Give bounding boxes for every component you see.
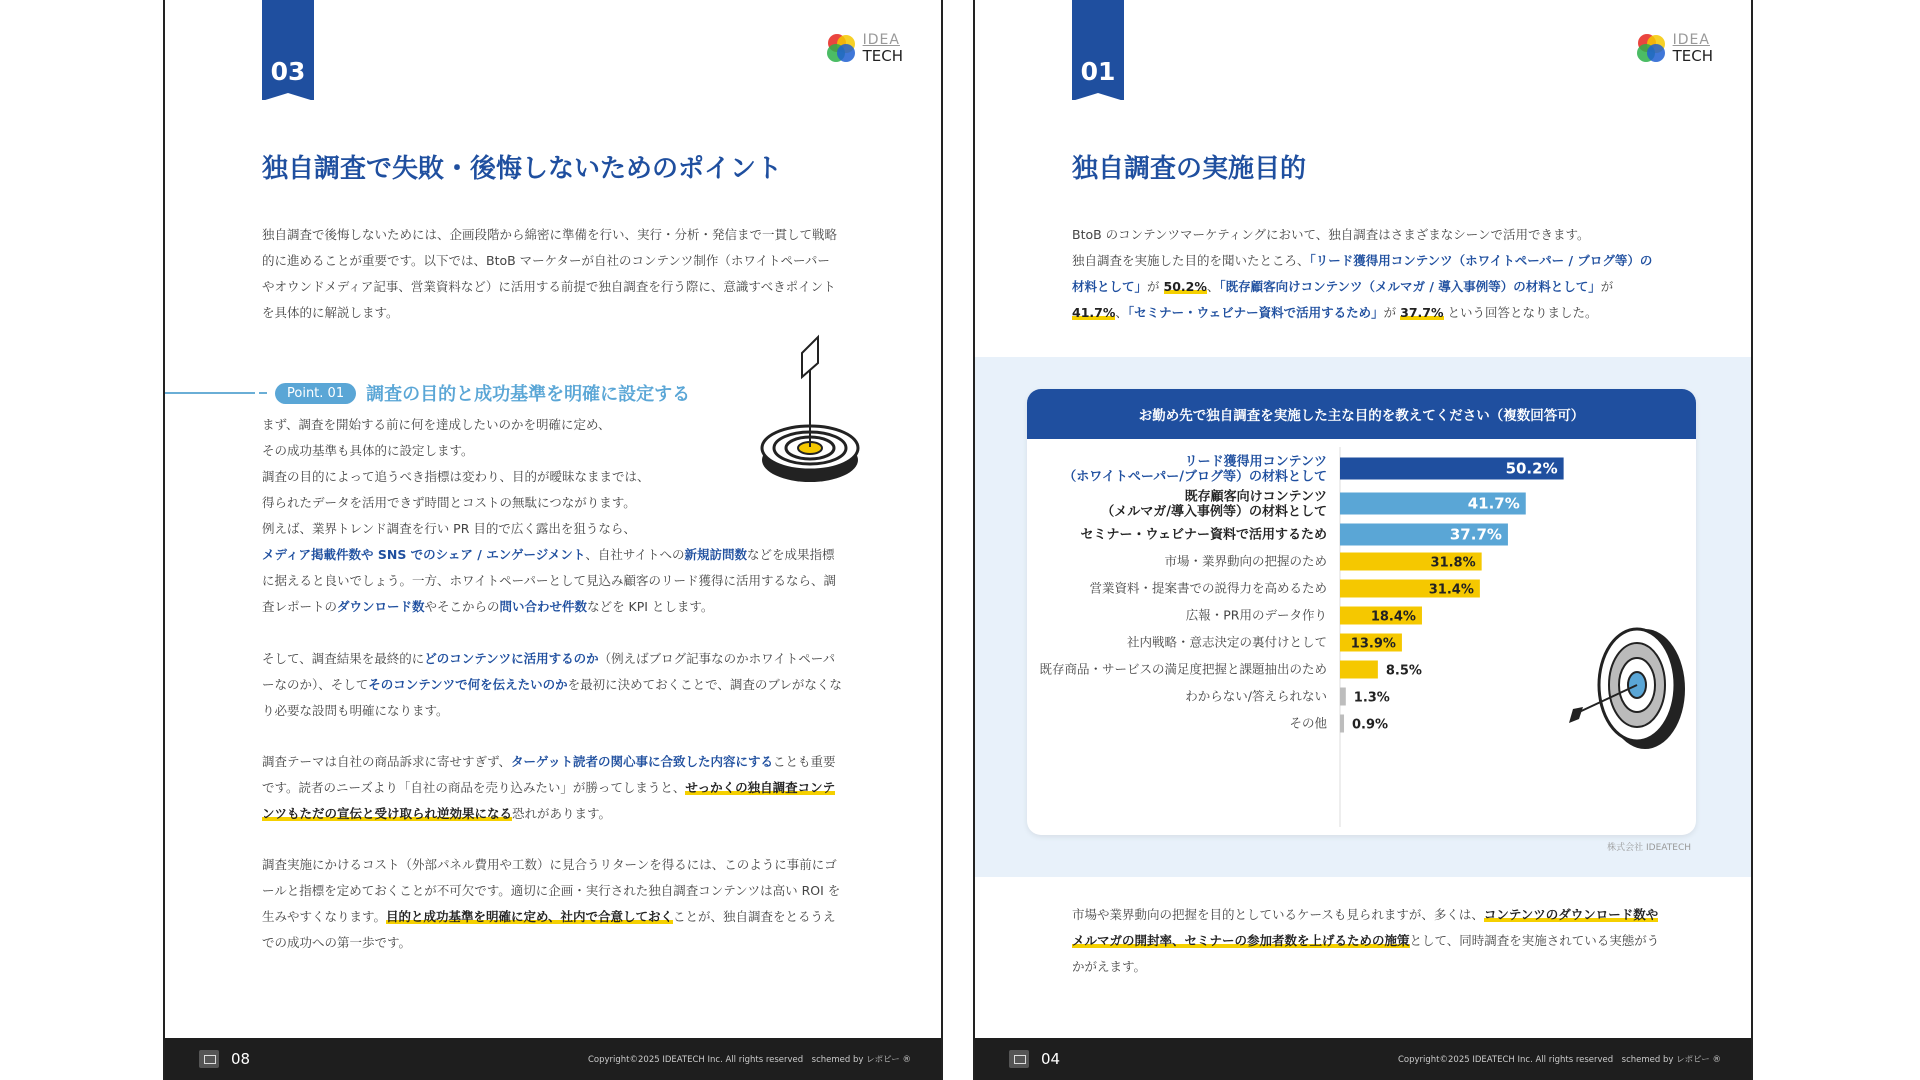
point-body: まず、調査を開始する前に何を達成したいのかを明確に定め、 その成功基準も具体的に設定します。 調査の目的によって追うべき指標は変わり、目的が曖昧なままでは、 得られたデータを活用できず時間とコストの無駄につながります。 例えば、業界トレンド調査を行い PR 目的で広く露出を狙うなら、 メディア掲載件数や SNS でのシェア / エンゲージメント、自社サイトへの新規訪問数などを成果指標に据えると良いでしょう。一方、ホワイトペーパーとして見込み顧客のリード獲得に活用するなら、調査レポートのダウンロード数やそこからの問い合わせ件数などを KPI とします。 <box>262 417 837 614</box>
logo-line1: IDEA <box>1672 32 1710 48</box>
target-arrow-icon <box>1569 629 1685 749</box>
bar-chart <box>1027 439 1696 835</box>
page-title: 独自調査で失敗・後悔しないためのポイント <box>262 154 783 184</box>
category-label: 社内戦略・意志決定の裏付けとして <box>1126 634 1327 650</box>
value-label: 18.4% <box>1370 609 1416 625</box>
copyright: Copyright©2025 IDEATECH Inc. All rights reserved schemed by レポピー ® <box>1397 1055 1721 1065</box>
intro-paragraph: BtoB のコンテンツマーケティングにおいて、独自調査はさまざまなシーンで活用できます。 独自調査を実施した目的を聞いたところ、「リード獲得用コンテンツ（ホワイトペーパー / ブログ等）の材料として」が 50.2%、「既存顧客向けコンテンツ（メルマガ / 導入事例等）の材料として」が 41.7%、「セミナー・ウェビナー資料で活用するため」が 37.7% という回答となりました。 <box>1072 227 1653 320</box>
category-label: わからない/答えられない <box>1185 688 1327 704</box>
chart-title: お勤め先で独自調査を実施した主な目的を教えてください（複数回答可） <box>1027 389 1696 439</box>
value-label: 1.3% <box>1353 690 1390 706</box>
page-title: 独自調査の実施目的 <box>1072 154 1307 184</box>
category-label: 営業資料・提案書での説得力を高めるため <box>1089 580 1327 596</box>
chart-source: 株式会社 IDEATECH <box>1607 843 1691 853</box>
point-title: 調査の目的と成功基準を明確に設定する <box>366 384 691 405</box>
paragraph-3: 調査テーマは自社の商品訴求に寄せすぎず、ターゲット読者の関心事に合致した内容にすることも重要です。読者のニーズより「自社の商品を売り込みたい」が勝ってしまうと、せっかくの独自調査コンテンツもただの宣伝と受け取られ逆効果になる恐れがあります。 <box>262 754 836 821</box>
point-badge: Point. 01 <box>275 383 356 404</box>
category-label: 広報・PR用のデータ作り <box>1185 607 1327 623</box>
section-number-tab: 01 <box>1072 0 1124 100</box>
logo-line2: TECH <box>1672 47 1713 65</box>
page-icon <box>199 1050 219 1068</box>
value-label: 8.5% <box>1385 663 1422 679</box>
logo-line1: IDEA <box>862 32 900 48</box>
page-left <box>163 0 943 1080</box>
paragraph-4: 調査実施にかけるコスト（外部パネル費用や工数）に見合うリターンを得るには、このように事前にゴールと指標を定めておくことが不可欠です。適切に企画・実行された独自調査コンテンツは高い ROI を生みやすくなります。目的と成功基準を明確に定め、社内で合意しておくことが、独自調査をとるうえでの成功への第一歩です。 <box>262 857 841 950</box>
value-label: 41.7% <box>1467 494 1520 513</box>
value-label: 37.7% <box>1449 525 1502 544</box>
bottom-paragraph: 市場や業界動向の把握を目的としているケースも見られますが、多くは、コンテンツのダウンロード数やメルマガの開封率、セミナーの参加者数を上げるための施策として、同時調査を実施されている実態がうかがえます。 <box>1072 907 1660 974</box>
section-number-tab: 03 <box>262 0 314 100</box>
chart-card <box>1027 389 1696 835</box>
page-number: 08 <box>231 1050 251 1068</box>
page-right <box>973 0 1753 1080</box>
bar <box>1340 688 1346 706</box>
copyright: Copyright©2025 IDEATECH Inc. All rights reserved schemed by レポピー ® <box>587 1055 911 1065</box>
logo-mark-icon <box>823 30 859 66</box>
footer-bar <box>975 1038 1751 1080</box>
value-label: 31.4% <box>1428 582 1474 598</box>
value-label: 13.9% <box>1350 636 1396 652</box>
category-label: 既存商品・サービスの満足度把握と課題抽出のため <box>1039 661 1327 677</box>
point-heading <box>165 380 690 406</box>
category-label: セミナー・ウェビナー資料で活用するため <box>1080 527 1327 543</box>
intro-paragraph: 独自調査で後悔しないためには、企画段階から綿密に準備を行い、実行・分析・発信まで一貫して戦略的に進めることが重要です。以下では、BtoB マーケターが自社のコンテンツ制作（ホワイトペーパーやオウンドメディア記事、営業資料など）に活用する前提で独自調査を行う際に、意識すべきポイントを具体的に解説します。 <box>262 227 838 320</box>
footer-bar <box>165 1038 941 1080</box>
category-label: リード獲得用コンテンツ（ホワイトペーパー/ブログ等）の材料として <box>1063 454 1327 485</box>
value-label: 0.9% <box>1352 717 1389 733</box>
page-icon <box>1009 1050 1029 1068</box>
ideatech-logo <box>823 30 903 66</box>
bar <box>1340 715 1344 733</box>
bar <box>1340 661 1378 679</box>
page-number: 04 <box>1041 1050 1061 1068</box>
paragraph-2: そして、調査結果を最終的にどのコンテンツに活用するのか（例えばブログ記事なのかホワイトペーパーなのか）、そしてそのコンテンツで何を伝えたいのかを最初に決めておくことで、調査のブレがなくなり必要な設問も明確になります。 <box>262 651 842 718</box>
category-label: 既存顧客向けコンテンツ（メルマガ/導入事例等）の材料として <box>1101 489 1327 520</box>
category-label: その他 <box>1289 715 1327 731</box>
category-label: 市場・業界動向の把握のため <box>1164 553 1327 569</box>
logo-mark-icon <box>1633 30 1669 66</box>
logo-line2: TECH <box>862 47 903 65</box>
value-label: 50.2% <box>1505 459 1558 478</box>
ideatech-logo <box>1633 30 1713 66</box>
value-label: 31.8% <box>1430 555 1476 571</box>
